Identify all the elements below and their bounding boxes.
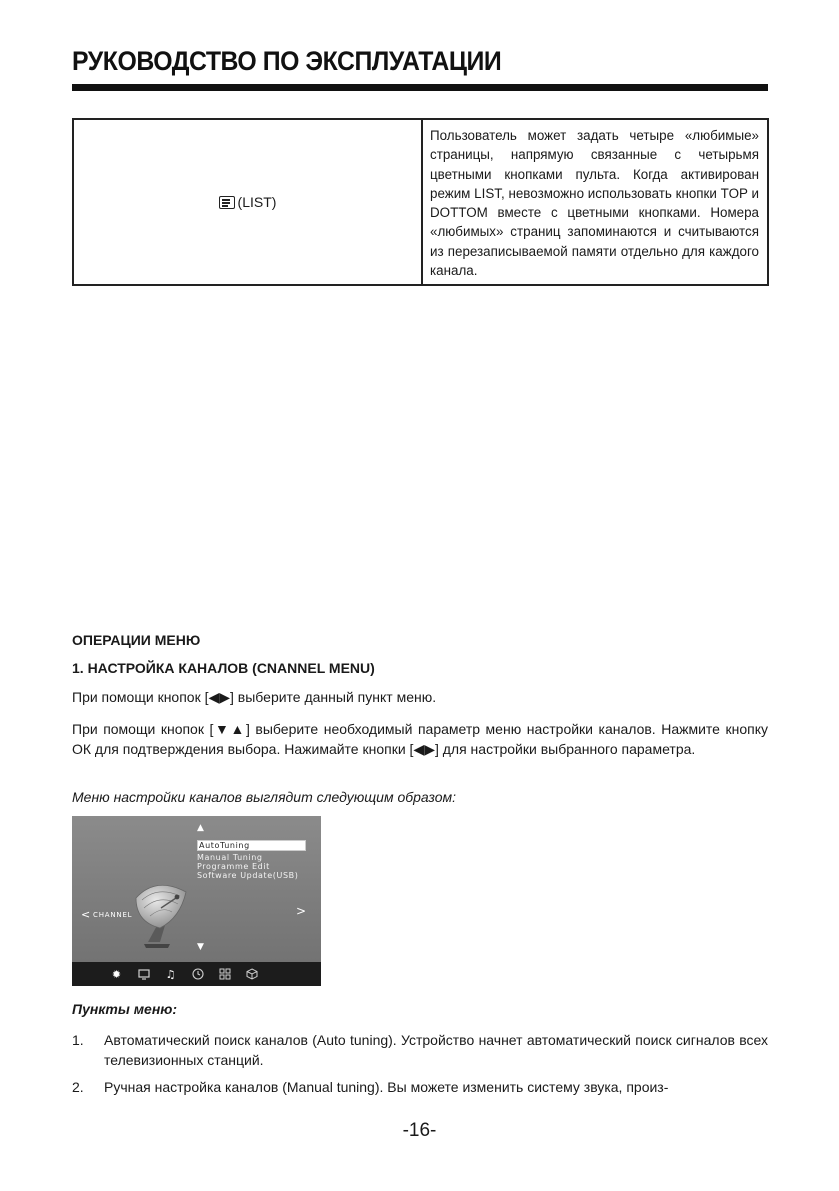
list-button-icon — [219, 196, 235, 209]
channel-menu-screenshot — [72, 816, 321, 986]
list-item-text: Ручная настройка каналов (Manual tuning). Вы можете изменить систему звука, произ- — [104, 1079, 669, 1095]
right-arrow-icon[interactable]: > — [296, 904, 307, 918]
channel-menu-list — [197, 840, 307, 880]
grid-icon[interactable] — [218, 968, 231, 981]
down-arrow-icon: ▼ — [197, 942, 204, 952]
cube-icon[interactable] — [245, 968, 258, 981]
list-item — [72, 1031, 768, 1070]
left-arrow-icon[interactable]: < — [81, 908, 92, 921]
menu-item-programme-edit[interactable]: Programme Edit — [197, 862, 270, 871]
sub-heading: 1. НАСТРОЙКА КАНАЛОВ (CNANNEL MENU) — [72, 660, 375, 676]
page-header-title: РУКОВОДСТВО ПО ЭКСПЛУАТАЦИИ — [72, 46, 502, 76]
menu-item-software-update[interactable]: Software Update(USB) — [197, 871, 299, 880]
up-arrow-icon: ▲ — [197, 823, 204, 833]
gear-icon[interactable]: ✹ — [111, 967, 122, 981]
instruction-paragraph-1: При помощи кнопок [◀▶] выберите данный пункт меню. — [72, 689, 437, 705]
menu-item-auto-tuning[interactable]: AutoTuning — [197, 840, 306, 851]
list-item-text: Автоматический поиск каналов (Auto tuning). Устройство начнет автоматический поиск сигналов всех телевизионных станций. — [104, 1032, 768, 1068]
menu-icon-bar — [72, 962, 321, 986]
music-note-icon[interactable]: ♫ — [165, 967, 176, 981]
table-key-label: (LIST) — [237, 194, 277, 211]
page-number: -16- — [402, 1120, 437, 1141]
channel-label — [81, 908, 132, 921]
clock-icon[interactable] — [191, 968, 204, 981]
menu-points-list — [72, 1031, 768, 1106]
list-item — [72, 1078, 768, 1098]
menu-item-manual-tuning[interactable]: Manual Tuning — [197, 853, 263, 862]
table-description-cell: Пользователь может задать четыре «любимые» страницы, напрямую связанные с четырьмя цветными кнопками пульта. Когда активирован режим LIST, невозможно использовать кнопки TOP и DOTTOM вместе с цветными кнопками. Номера «любимых» страниц запоминаются и считываются из перезаписываемой памяти отдельно для каждого канала. — [422, 119, 768, 285]
screen-caption: Меню настройки каналов выглядит следующим образом: — [72, 789, 456, 805]
list-item-number: 1. — [72, 1032, 84, 1048]
section-heading: ОПЕРАЦИИ МЕНЮ — [72, 632, 201, 648]
channel-label-text: CHANNEL — [93, 911, 133, 919]
header-rule — [72, 84, 768, 91]
instruction-paragraph-2: При помощи кнопок [▼▲] выберите необходимый параметр меню настройки каналов. Нажмите кнопку ОК для подтверждения выбора. Нажимайте кнопки [◀▶] для настройки выбранного параметра. — [72, 721, 768, 757]
satellite-dish-icon — [130, 878, 194, 948]
tv-icon[interactable] — [137, 968, 150, 981]
table-key-cell — [73, 119, 422, 285]
table-row — [73, 119, 768, 285]
list-item-number: 2. — [72, 1079, 84, 1095]
menu-points-heading: Пункты меню: — [72, 1001, 178, 1017]
info-table — [72, 118, 769, 286]
